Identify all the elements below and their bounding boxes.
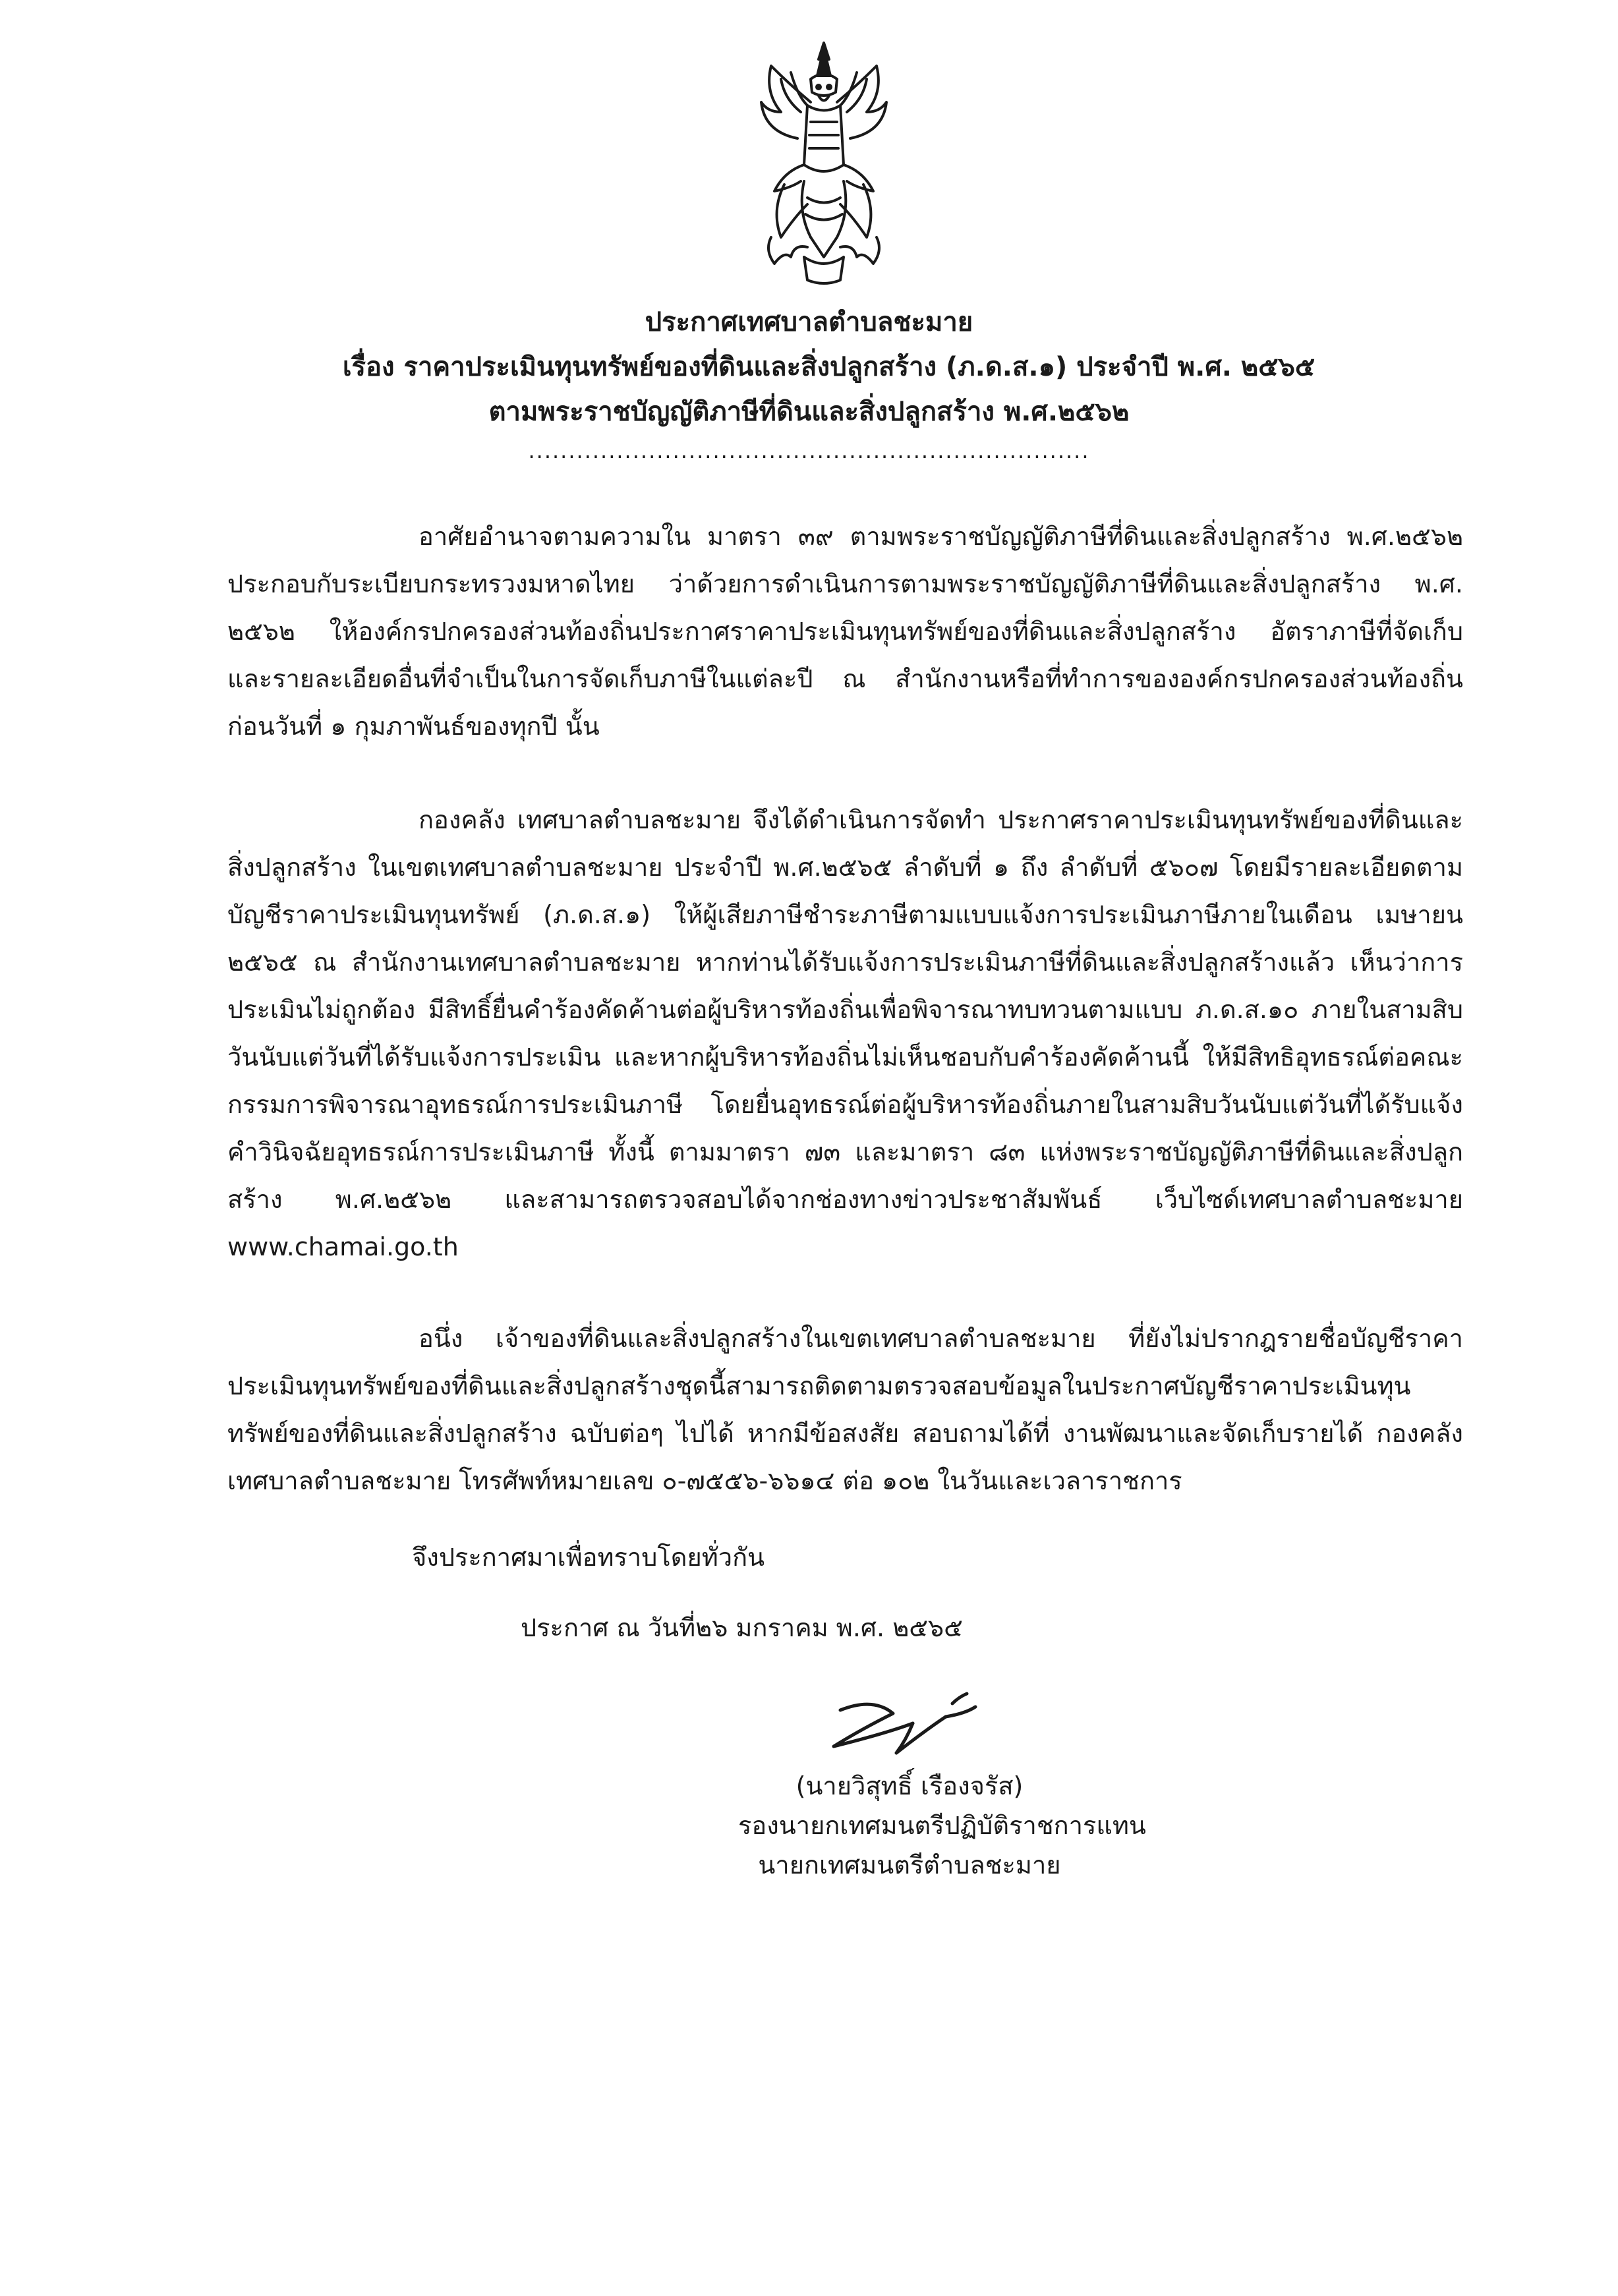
announcement-title: ประกาศเทศบาลตำบลชะมาย xyxy=(645,307,973,337)
announcement-subject: เรื่อง ราคาประเมินทุนทรัพย์ของที่ดินและสิ่งปลูกสร้าง (ภ.ด.ส.๑) ประจำปี พ.ศ. ๒๕๖๕ xyxy=(342,352,1315,382)
signer-position-2: นายกเทศมนตรีตำบลชะมาย xyxy=(758,1851,1061,1880)
signer-position: รองนายกเทศมนตรีปฏิบัติราชการแทน xyxy=(738,1811,1146,1840)
signer-name: (นายวิสุทธิ์ เรืองจรัส) xyxy=(795,1771,1024,1800)
announcement-date: ประกาศ ณ วันที่๒๖ มกราคม พ.ศ. ๒๕๖๕ xyxy=(521,1613,963,1642)
title-block xyxy=(0,300,1618,463)
body-paragraph-2: กองคลัง เทศบาลตำบลชะมาย จึงได้ดำเนินการจัดทำ ประกาศราคาประเมินทุนทรัพย์ของที่ดินและสิ่งปลูกสร้าง ในเขตเทศบาลตำบลชะมาย ประจำปี พ.ศ.๒๕๖๕ ลำดับที่ ๑ ถึง ลำดับที่ ๕๖๐๗ โดยมีรายละเอียดตามบัญชีราคาประเมินทุนทรัพย์ (ภ.ด.ส.๑) ให้ผู้เสียภาษีชำระภาษีตามแบบแจ้งการประเมินภาษีภายในเดือน เมษายน ๒๕๖๕ ณ สำนักงานเทศบาลตำบลชะมาย หากท่านได้รับแจ้งการประเมินภาษีที่ดินและสิ่งปลูกสร้างแล้ว เห็นว่าการประเมินไม่ถูกต้อง มีสิทธิ์ยื่นคำร้องคัดค้านต่อผู้บริหารท้องถิ่นเพื่อพิจารณาทบทวนตามแบบ ภ.ด.ส.๑๐ ภายในสามสิบวันนับแต่วันที่ได้รับแจ้งการประเมิน และหากผู้บริหารท้องถิ่นไม่เห็นชอบกับคำร้องคัดค้านนี้ ให้มีสิทธิอุทธรณ์ต่อคณะกรรมการพิจารณาอุทธรณ์การประเมินภาษี โดยยื่นอุทธรณ์ต่อผู้บริหารท้องถิ่นภายในสามสิบวันนับแต่วันที่ได้รับแจ้งคำวินิจฉัยอุทธรณ์การประเมินภาษี ทั้งนี้ ตามมาตรา ๗๓ และมาตรา ๘๓ แห่งพระราชบัญญัติภาษีที่ดินและสิ่งปลูกสร้าง พ.ศ.๒๕๖๒ และสามารถตรวจสอบได้จากช่องทางข่าวประชาสัมพันธ์ เว็บไซด์เทศบาลตำบลชะมาย www.chamai.go.th xyxy=(227,805,1463,1261)
handwritten-signature-icon xyxy=(814,1684,1025,1769)
body-paragraph-1: อาศัยอำนาจตามความใน มาตรา ๓๙ ตามพระราชบัญญัติภาษีที่ดินและสิ่งปลูกสร้าง พ.ศ.๒๕๖๒ ประกอบกับระเบียบกระทรวงมหาดไทย ว่าด้วยการดำเนินการตามพระราชบัญญัติภาษีที่ดินและสิ่งปลูกสร้าง พ.ศ. ๒๕๖๒ ให้องค์กรปกครองส่วนท้องถิ่นประกาศราคาประเมินทุนทรัพย์ของที่ดินและสิ่งปลูกสร้าง อัตราภาษีที่จัดเก็บ และรายละเอียดอื่นที่จำเป็นในการจัดเก็บภาษีในแต่ละปี ณ สำนักงานหรือที่ทำการขององค์กรปกครองส่วนท้องถิ่น ก่อนวันที่ ๑ กุมภาพันธ์ของทุกปี นั้น xyxy=(227,522,1463,741)
signer-block xyxy=(738,1766,1146,1885)
garuda-emblem-icon xyxy=(745,40,903,290)
closing-text: จึงประกาศมาเพื่อทราบโดยทั่วกัน xyxy=(412,1543,765,1572)
separator-line: ...................................................................... xyxy=(528,438,1090,463)
announcement-law: ตามพระราชบัญญัติภาษีที่ดินและสิ่งปลูกสร้าง พ.ศ.๒๕๖๒ xyxy=(488,397,1130,427)
body-paragraph-3: อนึ่ง เจ้าของที่ดินและสิ่งปลูกสร้างในเขตเทศบาลตำบลชะมาย ที่ยังไม่ปรากฎรายชื่อบัญชีราคาประเมินทุนทรัพย์ของที่ดินและสิ่งปลูกสร้างชุดนี้สามารถติดตามตรวจสอบข้อมูลในประกาศบัญชีราคาประเมินทุนทรัพย์ของที่ดินและสิ่งปลูกสร้าง ฉบับต่อๆ ไปได้ หากมีข้อสงสัย สอบถามได้ที่ งานพัฒนาและจัดเก็บรายได้ กองคลัง เทศบาลตำบลชะมาย โทรศัพท์หมายเลข ๐-๗๕๕๖-๖๖๑๔ ต่อ ๑๐๒ ในวันและเวลาราชการ xyxy=(227,1324,1463,1495)
